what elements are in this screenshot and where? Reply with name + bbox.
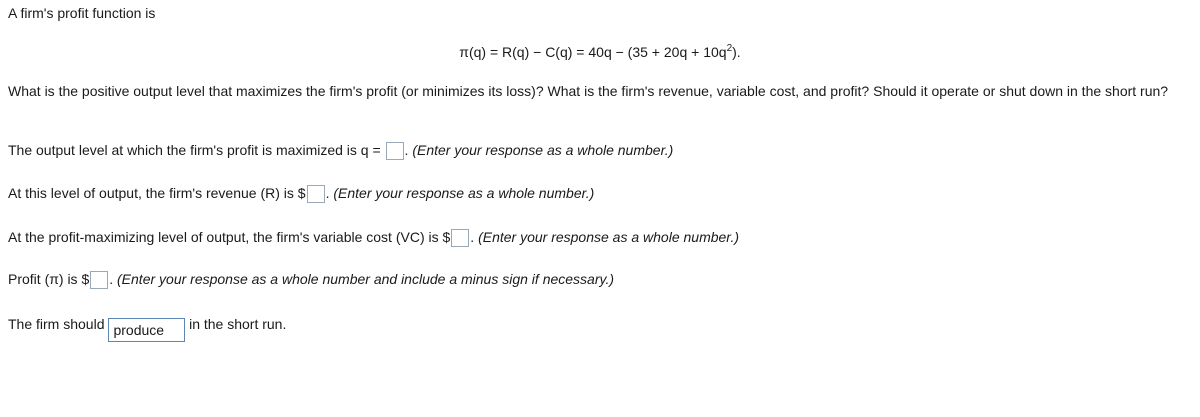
row-suffix: . — [109, 271, 114, 287]
answer-row-revenue — [8, 184, 594, 203]
row-suffix: . — [404, 142, 409, 158]
variable-cost-answer-box[interactable] — [451, 229, 469, 247]
profit-answer-box[interactable] — [90, 271, 108, 289]
row-prefix: The output level at which the firm's profit is maximized is q = — [8, 142, 381, 158]
row-prefix: At this level of output, the firm's revenue (R) is $ — [8, 185, 306, 201]
revenue-answer-box[interactable] — [307, 185, 325, 203]
row-prefix: At the profit-maximizing level of output, the firm's variable cost (VC) is $ — [8, 229, 451, 245]
row-prefix: Profit (π) is $ — [8, 271, 90, 287]
row-suffix: . — [325, 185, 330, 201]
row-hint: (Enter your response as a whole number.) — [412, 142, 674, 158]
decision-row — [8, 315, 286, 342]
intro-text: A firm's profit function is — [8, 5, 156, 21]
decision-suffix: in the short run. — [189, 316, 287, 332]
operate-decision-select[interactable]: produce — [108, 318, 185, 342]
row-hint: (Enter your response as a whole number and include a minus sign if necessary.) — [117, 271, 615, 287]
decision-prefix: The firm should — [8, 316, 105, 332]
question-text: What is the positive output level that maximizes the firm's profit (or minimizes its loss)? What is the firm's revenue, variable cost, and profit? Should it operate or shut down in the short run? — [8, 83, 1169, 99]
formula-main: π(q) = R(q) − C(q) = 40q − (35 + 20q + 10q — [459, 44, 727, 60]
output-answer-box[interactable] — [386, 142, 404, 160]
row-hint: (Enter your response as a whole number.) — [333, 185, 595, 201]
answer-row-output — [8, 141, 673, 160]
answer-row-profit — [8, 270, 614, 289]
row-hint: (Enter your response as a whole number.) — [478, 229, 740, 245]
row-suffix: . — [470, 229, 475, 245]
profit-formula — [0, 43, 1200, 61]
formula-exponent: 2 — [726, 43, 733, 54]
formula-end: ). — [732, 44, 741, 60]
answer-row-variable-cost — [8, 228, 739, 247]
